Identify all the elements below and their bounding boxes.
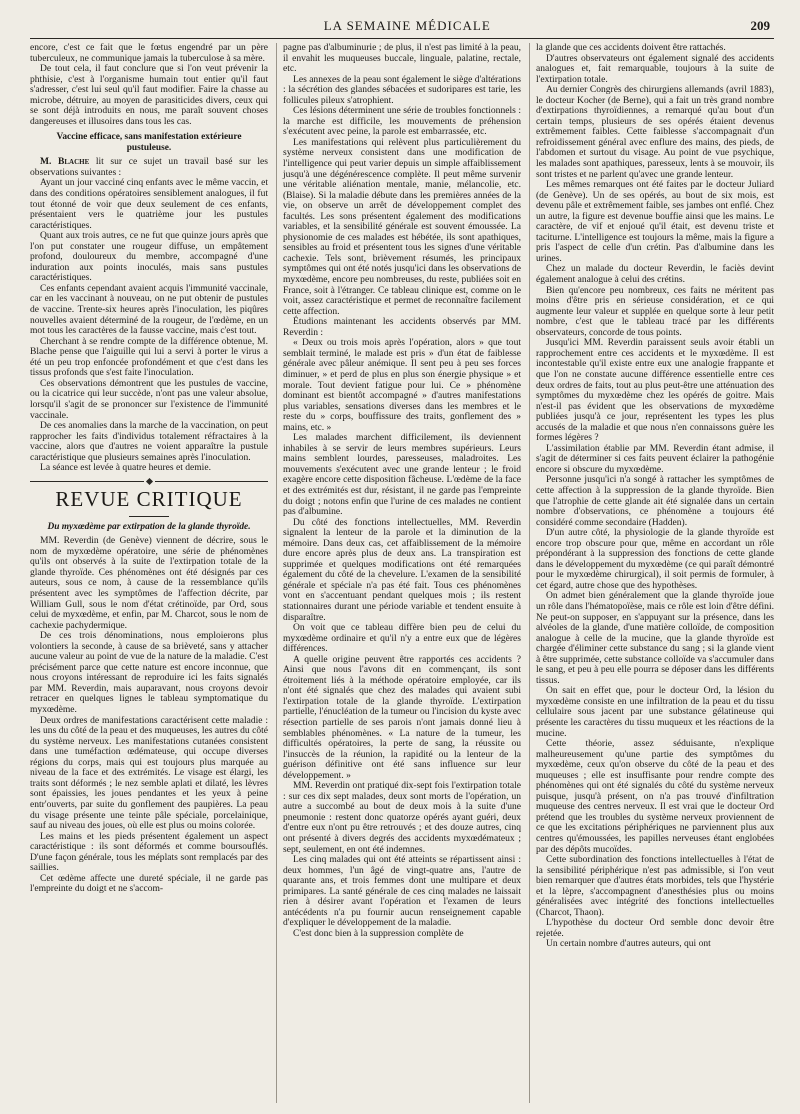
paragraph: « Deux ou trois mois après l'opération, alors » que tout semblait terminé, le malade est pris » d'un état de faiblesse générale avec pâleur anémique. Il sent peu à peu ses forces diminuer, » et perd de plus en plus son énergie physique » et morale. Tout devient fatigue pour lui. Ce » phénomène dominant est bientôt accompagné » d'autres manifestations plus variables, sensations diverses dans les membres et le reste du » corps, bouffissure des traits, gonflement des » mains, etc. » [283,337,521,433]
paragraph: Cherchant à se rendre compte de la différence obtenue, M. Blache pense que l'aiguille qui lui a servi à porter le virus a été un peu trop enfoncée profondément et que c'est dans les tissus profonds que s'est faite l'inoculation. [30,335,268,379]
paragraph: Ces observations démontrent que les pustules de vaccine, ou la cicatrice qui leur succède, n'ont pas une valeur absolue, lorsqu'il s'agit de se prononcer sur l'existence de l'immunité vaccinale. [30,377,268,421]
paragraph: Personne jusqu'ici n'a songé à rattacher les symptômes de cette affection à la suppression de la glande thyroïde. Bien que l'atrophie de cette glande ait été signalée dans un certain nombre d'observations, ce phénomène a toujours été considéré comme secondaire (Hadden). [536,474,774,528]
paragraph: encore, c'est ce fait que le fœtus engendré par un père tuberculeux, ne communique jamais la tuberculose à sa mère. [30,43,268,64]
paragraph: Les annexes de la peau sont également le siège d'altérations : la sécrétion des glandes sébacées et sudoripares est tarie, les follicules pileux s'atrophient. [283,73,521,106]
paragraph: Bien qu'encore peu nombreux, ces faits ne méritent pas moins d'être pris en sérieuse considération, et ce qui augmente leur valeur et supplée en quelque sorte à leur petit nombre, c'est que le tableau tracé par les différents observateurs, concorde de tous points. [536,284,774,338]
subheading: Vaccine efficace, sans manifestation extérieure pustuleuse. [56,132,242,153]
paragraph: Un certain nombre d'autres auteurs, qui ont [546,938,711,950]
paragraph-text: lit sur ce sujet un travail basé sur les observations suivantes : [30,156,268,178]
paragraph: Cette subordination des fonctions intellectuelles à l'état de la sensibilité périphérique n'est pas admissible, si l'on veut bien remarquer que d'autres états morbides, tels que l'hystérie et la lèpre, s'accompagnent d'anesthésies plus ou moins généralisées avec intégrité des fonctions intellectuelles (Charcot, Thaon). [536,854,774,918]
paragraph: On voit que ce tableau diffère bien peu de celui du myxœdème ordinaire et qu'il n'y a entre eux que de légères différences. [283,622,521,655]
paragraph: Étudions maintenant les accidents observés par MM. Reverdin : [283,316,521,338]
paragraph: Ayant un jour vacciné cinq enfants avec le même vaccin, et dans des conditions opératoires sensiblement analogues, il fut tout étonné de voir que deux seulement de ces enfants, présentaient vers le quatrième jour les pustules caractéristiques. [30,177,268,231]
article-title: Du myxœdème par extirpation de la glande thyroïde. [47,521,251,532]
section-title: REVUE CRITIQUE [55,486,243,511]
paragraph: A quelle origine peuvent être rapportés ces accidents ? Ainsi que nous l'avons dit en commençant, ils sont étroitement liés à la méthode opératoire employée, car ils n'ont été signalés que chez des malades qui avaient subi l'extirpation totale de la glande thyroïde. L'extirpation partielle, l'énucléation de la tumeur ou l'incision du kyste avec résection partielle de ses parois n'ont jamais donné lieu à semblables phénomènes. « La nature de la tumeur, les difficultés opératoires, la perte de sang, la réussite ou l'insuccès de la réunion, la rapidité ou la lenteur de la guérison définitive ont été sans influence sur leur développement. » [283,653,521,781]
paragraph: Au dernier Congrès des chirurgiens allemands (avril 1883), le docteur Kocher (de Berne), qui a fait un très grand nombre d'extirpations thyroïdiennes, a remarqué qu'au bout d'un certain temps, plusieurs de ses opérés étaient devenus extrêmement faibles. Cette faiblesse s'accompagnait d'un refroidissement général avec enflure des mains, des pieds, de l'abdomen et surtout du visage. Au point de vue psychique, les malades sont apathiques, paresseux, lents à se mouvoir, ils sont tristes et ne parlent qu'avec une grande lenteur. [536,84,774,180]
paragraph: Ces lésions déterminent une série de troubles fonctionnels : la marche est difficile, les mouvements de préhension s'exécutent avec peine, la parole est embarrassée, etc. [283,105,521,138]
paragraph: D'un autre côté, la physiologie de la glande thyroïde est encore trop obscure pour que, même en accordant un rôle prépondérant à la suppression des fonctions de cette glande dans le développement du myxœdème (ce qui paraît démontré pour le myxœdème chirurgical), il soit permis de formuler, à cet égard, autre chose que des hypothèses. [536,527,774,591]
paragraph: MM. Reverdin ont pratiqué dix-sept fois l'extirpation totale : sur ces dix sept malades, deux sont morts de l'opération, un autre a succombé au bout de deux mois à la suite d'une pneumonie : restent donc quatorze opérés ayant guéri, deux d'entre eux n'ont pu être retrouvés ; et des douze autres, cinq ont présenté à divers degrés des accidents myxœdémateux ; sept, seulement, en ont été indemnes. [283,780,521,855]
column-2 [276,43,521,1103]
paragraph: pagne pas d'albuminurie ; de plus, il n'est pas limité à la peau, il envahit les muqueuses buccale, linguale, palatine, rectale, etc. [283,43,521,75]
paragraph: De ces trois dénominations, nous emploierons plus volontiers la seconde, à cause de sa brièveté, sans y attacher aucune valeur au point de vue de la nature de la maladie. C'est précisément parce que cette nature est encore inconnue, que nous croyons intéressant de reproduire ici les faits signalés par MM. Reverdin, mais auparavant, nous croyons devoir retracer en quelques lignes le tableau symptomatique du myxœdème. [30,630,268,716]
short-rule [129,516,169,517]
paragraph: L'hypothèse du docteur Ord semble donc devoir être rejetée. [536,917,774,939]
divider-line [155,481,269,482]
paragraph: C'est donc bien à la suppression complète de [293,927,464,939]
paragraph: La séance est levée à quatre heures et demie. [40,462,211,474]
column-1 [30,43,268,1103]
page-number: 209 [750,18,770,33]
paragraph: Du côté des fonctions intellectuelles, MM. Reverdin signalent la lenteur de la parole et la diminution de la mémoire. Dans deux cas, cet affaiblissement de la mémoire dure encore après plus de deux ans. La transpiration est supprimée et quelques modifications ont été remarquées également du côté de la chevelure. L'examen de la sensibilité générale et spéciale n'a pas été fait. Tous ces phénomènes vont en s'accentuant pendant quelques mois ; ils restent stationnaires durant une période variable et tendent ensuite à disparaître. [283,516,521,623]
paragraph: Quant aux trois autres, ce ne fut que quinze jours après que l'on put constater une rougeur diffuse, un empâtement profond, douloureux du membre, accompagné d'une induration aux points inoculés, mais sans pustules caractéristiques. [30,230,268,284]
paragraph: Cet œdème affecte une dureté spéciale, il ne garde pas l'empreinte du doigt et ne s'accom- [30,872,268,895]
diamond-ornament-icon [145,478,152,485]
paragraph: Jusqu'ici MM. Reverdin paraissent seuls avoir établi un rapprochement entre ces accidents et le myxœdème. Il est incontestable qu'il existe entre eux une analogie frappante et que l'on ne constate aucune différence essentielle entre ces deux ordres de faits, tout au plus peut-être une atténuation des symptômes du myxœdème chez les opérés de goitre. Mais n'est-il pas évident que les observations de myxœdème publiées jusqu'à ce jour, représentent les types les plus accusés de la maladie et que nous n'en connaissons guère les formes légères ? [536,337,774,444]
paragraph: Les mêmes remarques ont été faites par le docteur Juliard (de Genève). Un de ses opérés, au bout de six mois, est devenu pâle et extrêmement faible, ses jambes ont enflé. Chez un autre, la figure est devenue bouffie ainsi que les mains. Le caractère, de vif et enjoué qu'il était, est devenu triste et taciturne. L'intelligence est toujours la même, mais la figure a pris l'aspect de celle d'un crétin. Pas d'albumine dans les urines. [536,179,774,264]
paragraph: Les malades marchent difficilement, ils deviennent inhabiles à se servir de leurs membres supérieurs. Leurs mains semblent lourdes, paresseuses, maladroites. Les mouvements s'exécutent avec une grande lenteur ; le froid exagère encore cette disposition fâcheuse. L'œdème de la face et des extrémités est dur, résistant, il ne garde pas l'empreinte du doigt ; notons enfin que l'urine de ces malades ne contient pas d'albumine. [283,432,521,518]
paragraph: D'autres observateurs ont également signalé des accidents analogues et, fait remarquable, toujours à la suite de l'extirpation totale. [536,52,774,85]
column-3 [529,43,774,1103]
paragraph: Ces enfants cependant avaient acquis l'immunité vaccinale, car en les vaccinant à nouveau, on ne put obtenir de pustules de vaccine. Trente-six heures après l'inoculation, les piqûres nouvelles avaient déterminé de la rougeur, de l'œdème, en un mot tous les caractères de la fausse vaccine, mais c'est tout. [30,282,268,337]
paragraph: Cette théorie, assez séduisante, n'explique malheureusement qu'une partie des symptômes du myxœdème, ceux qu'on observe du côté de la peau et des muqueuses ; elle est insuffisante pour rendre compte des phénomènes qui ont été signalés du côté du système nerveux puisque, jusqu'à présent, on n'a pas trouvé d'infiltration muqueuse des centres nerveux. Il est vrai que le docteur Ord prétend que les troubles du système nerveux proviennent de ce que les excitations périphériques ne parviennent plus aux centres qu'émoussées, les papilles nerveuses étant englobées par des dépôts mucoïdes. [536,738,774,855]
paragraph: MM. Reverdin (de Genève) viennent de décrire, sous le nom de myxœdème opératoire, une série de phénomènes qu'ils ont observés à la suite de l'extirpation totale de la glande thyroïde. Ces phénomènes ont été désignés par ces auteurs, sous ce nom, à cause de la ressemblance qu'ils présentent avec les symptômes de l'affection décrite, par William Gull, sous le nom d'état crétinoïde, par Ord, sous celui de myxœdème, et enfin, par M. Charcot, sous le nom de cachexie pachydermique. [30,535,268,631]
paragraph: De ces anomalies dans la marche de la vaccination, on peut rapprocher les faits d'individus totalement réfractaires à la vaccine, alors que d'autres ne voient apparaître la pustule caractéristique que plusieurs semaines après l'inoculation. [30,420,268,463]
divider-line [30,481,144,482]
paragraph: On sait en effet que, pour le docteur Ord, la lésion du myxœdème consiste en une infiltration de la peau et du tissu cellulaire sous jacent par une substance gélatineuse qui présente les caractères du tissu muqueux et les réactions de la mucine. [536,685,774,739]
running-head [30,18,774,39]
paragraph: Les manifestations qui relèvent plus particulièrement du système nerveux consistent dans une modification de l'intelligence qui peut varier depuis un simple affaiblissement jusqu'à une dégénérescence complète. Il peut même survenir une véritable aliénation mentale, manie, mélancolie, etc. (Blaise). Si la maladie débute dans les premières années de la vie, on observe un arrêt de développement complet des facultés. Les sons présentent également des modifications variables, et la sensibilité générale est souvent émoussée. La physionomie de ces malades est hébétée, ils sont apathiques, sensibles au froid et présentent tous les signes d'une véritable cachexie. Tels sont, brièvement résumés, les principaux symptômes qui ont été notés jusqu'ici dans les observations de myxœdème, encore peu nombreuses, du reste, publiées soit en France, soit à l'étranger. Ce tableau clinique est, comme on le voit, assez caractéristique et permet de reconnaître facilement cette affection. [283,136,521,317]
paragraph: Les cinq malades qui ont été atteints se répartissent ainsi : deux hommes, l'un âgé de vingt-quatre ans, l'autre de quarante ans, et trois femmes dont une multipare et deux primipares. La santé générale de ces cinq malades ne laissait rien à désirer avant l'opération et l'examen de leurs antécédents n'a pu fournir aucun renseignement capable d'expliquer le développement de la maladie. [283,854,521,929]
paragraph: L'assimilation établie par MM. Reverdin étant admise, il s'agit de déterminer si ces faits peuvent éclairer la pathogénie encore si obscure du myxœdème. [536,442,774,475]
paragraph: Deux ordres de manifestations caractérisent cette maladie : les uns du côté de la peau et des muqueuses, les autres du côté du système nerveux. Les manifestations cutanées consistent dans une tuméfaction œdémateuse, qui occupe diverses régions du corps, mais qui est toujours plus marquée au niveau de la face et des extrémités. Le visage est élargi, les traits sont déformés ; le nez semble aplati et dilaté, les lèvres sont épaissies, les joues pendantes et les yeux à peine entr'ouverts, par suite du gonflement des paupières. La peau du visage présente une teinte pâle spéciale, porcelainique, sauf au niveau des joues, où elle est plus ou moins colorée. [30,714,268,832]
paragraph [30,157,268,178]
text-columns [30,43,774,1103]
paragraph: De tout cela, il faut conclure que si l'on veut prévenir la phthisie, c'est à l'organisme humain tout entier qu'il faut s'adresser, c'est lui seul qu'il faut modifier. Faire la chasse au microbe, détruire, au moyen de parasiticides divers, ceux qui se sont déjà introduits en nous, me paraît souvent choses dangereuses et illusoires dans tous les cas. [30,63,268,127]
speaker-name: M. Blache [40,156,90,168]
paragraph: Les mains et les pieds présentent également un aspect caractéristique : ils sont déformés et comme boursouflés. D'une façon générale, tous les méplats sont remplacés par des saillies. [30,830,268,874]
paragraph: Chez un malade du docteur Reverdin, le faciès devint également analogue à celui des crétins. [536,263,774,286]
journal-title: LA SEMAINE MÉDICALE [323,18,491,33]
paragraph: la glande que ces accidents doivent être rattachés. [536,43,726,53]
section-divider [30,479,268,484]
paragraph: On admet bien généralement que la glande thyroïde joue un rôle dans l'hématopoïèse, mais ce rôle est loin d'être défini. Ne peut-on supposer, en s'appuyant sur la présence, dans les alvéoles de la glande, d'une matière colloïde, de composition analogue à celle de la mucine, que la glande thyroïde est chargée d'éliminer cette substance du sang ; si la glande vient à être supprimée, cette substance colloïde va s'accumuler dans le sang, et peu à peu elle pourra se déposer dans les différents tissus. [536,590,774,686]
